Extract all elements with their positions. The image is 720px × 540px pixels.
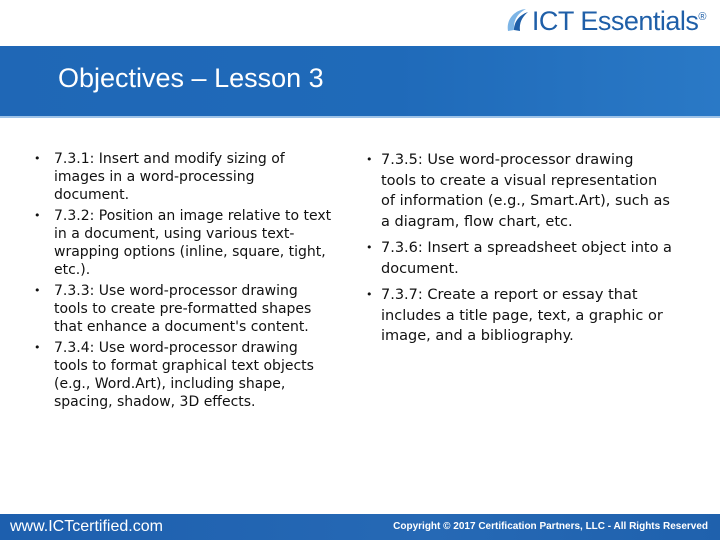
footer-url-link[interactable]: www.ICTcertified.com: [10, 518, 163, 535]
logo-text: ICT Essentials®: [531, 5, 706, 36]
objective-item: • 7.3.3: Use word-processor drawing tools to create pre-formatted shapes that enhance a document's content.: [34, 283, 312, 335]
bullet-icon: •: [34, 341, 41, 354]
slide-title: Objectives – Lesson 3: [58, 63, 324, 93]
bullet-icon: •: [34, 284, 41, 297]
top-bar: [0, 0, 720, 46]
ict-essentials-logo: [504, 4, 706, 38]
objective-item: • 7.3.5: Use word-processor drawing tools to create a visual representation of information (e.g., Smart.Art), such as a diagram, flow chart, etc.: [366, 152, 670, 230]
bullet-icon: •: [366, 241, 373, 254]
logo-swoosh-icon: [504, 6, 530, 36]
objective-item: • 7.3.2: Position an image relative to text in a document, using various text-wrapping options (inline, square, tight, etc.).: [34, 208, 332, 278]
objective-item: • 7.3.7: Create a report or essay that includes a title page, text, a graphic or image, and a bibliography.: [366, 287, 663, 344]
objective-item: • 7.3.6: Insert a spreadsheet object into a document.: [366, 240, 672, 277]
bullet-icon: •: [366, 153, 373, 166]
bullet-icon: •: [366, 288, 373, 301]
objective-item: • 7.3.4: Use word-processor drawing tools to format graphical text objects (e.g., Word.Art), including shape, spacing, shadow, 3D effects.: [34, 340, 314, 410]
footer-bar: [0, 514, 720, 540]
bullet-icon: •: [34, 209, 41, 222]
bullet-icon: •: [34, 152, 41, 165]
objectives-left-column: [34, 150, 334, 414]
registered-mark: ®: [698, 10, 706, 23]
objectives-right-column: [366, 150, 672, 353]
objective-item: • 7.3.1: Insert and modify sizing of images in a word-processing document.: [34, 151, 285, 203]
footer-copyright: Copyright © 2017 Certification Partners, LLC - All Rights Reserved: [393, 521, 708, 532]
